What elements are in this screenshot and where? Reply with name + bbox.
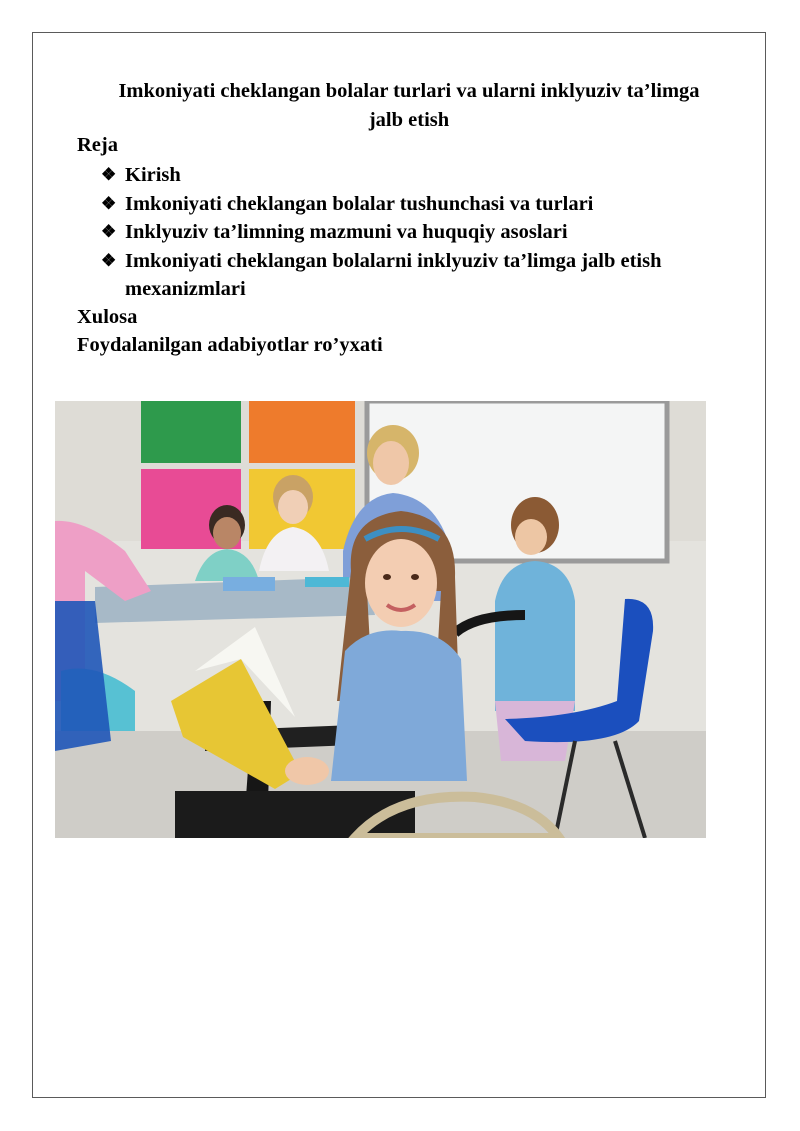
references-heading: Foydalanilgan adabiyotlar ro’yxati (77, 334, 383, 356)
plan-item-legal-basis (101, 218, 721, 247)
plan-item-concepts (101, 190, 721, 219)
diamond-bullet-icon: ❖ (101, 250, 117, 270)
plan-item-label: Inklyuziv ta’limning mazmuni va huquqiy asoslari (125, 221, 568, 243)
plan-item-label: Kirish (125, 164, 181, 186)
classroom-photo (55, 401, 706, 838)
diamond-bullet-icon: ❖ (101, 193, 117, 213)
document-title: Imkoniyati cheklangan bolalar turlari va ularni inklyuziv ta’limga jalb etish (118, 80, 700, 131)
document-page (32, 32, 766, 1098)
conclusion-heading: Xulosa (77, 306, 138, 328)
diamond-bullet-icon: ❖ (101, 165, 117, 184)
plan-item-mechanisms (101, 247, 721, 304)
plan-item-label: Imkoniyati cheklangan bolalarni inklyuziv ta’limga jalb etish mexanizmlari (125, 249, 662, 300)
plan-heading: Reja (77, 134, 118, 156)
diamond-bullet-icon: ❖ (101, 222, 117, 241)
plan-item-label: Imkoniyati cheklangan bolalar tushunchasi va turlari (125, 192, 594, 215)
plan-list (101, 161, 721, 304)
plan-item-introduction (101, 161, 721, 190)
